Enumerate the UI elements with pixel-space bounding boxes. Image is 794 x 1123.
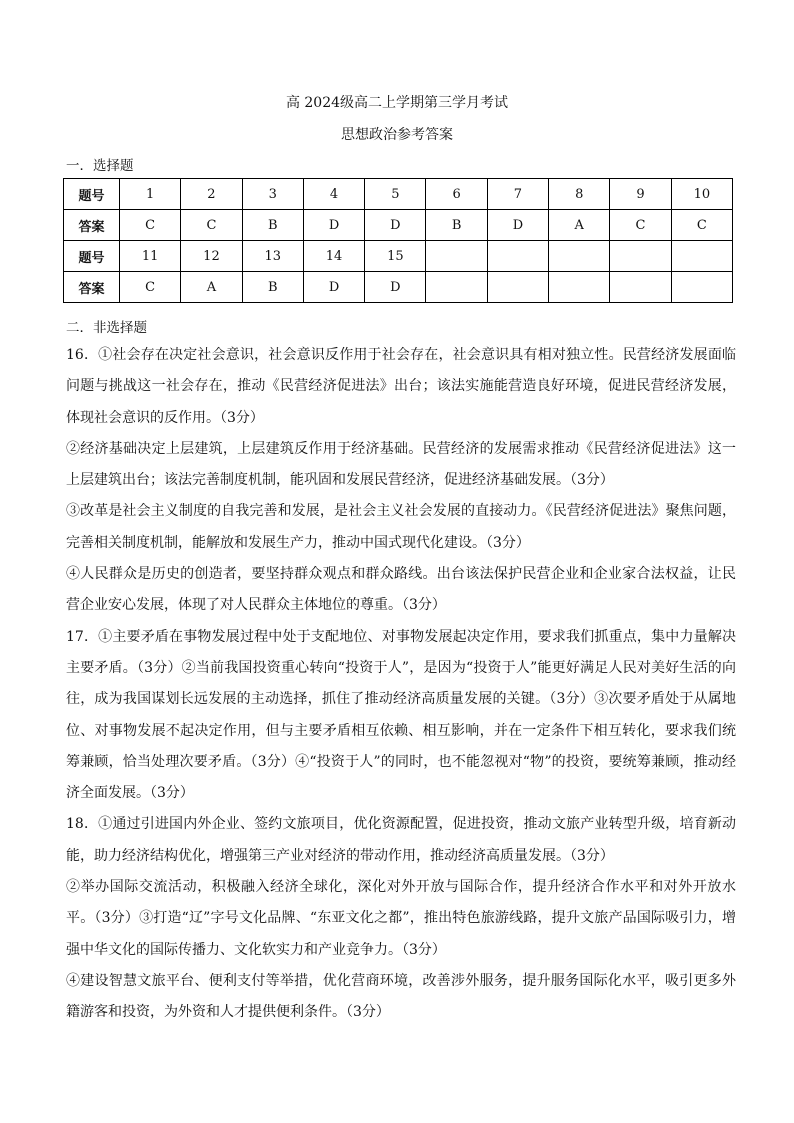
- question-number-cell: 7: [487, 179, 548, 210]
- question-number-cell: 2: [181, 179, 242, 210]
- answer-cell: B: [242, 272, 303, 303]
- question-number-cell: 15: [365, 241, 426, 272]
- answer-header-cell: 答案: [64, 210, 120, 241]
- answer-paragraph: 18．①通过引进国内外企业、签约文旅项目，优化资源配置，促进投资，推动文旅产业转型升级，培育新动能，助力经济结构优化，增强第三产业对经济的带动作用，推动经济高质量发展。（3分）: [66, 816, 736, 864]
- answer-body: [66, 340, 736, 1029]
- answer-cell: B: [426, 210, 487, 241]
- question-header-cell: 题号: [64, 241, 120, 272]
- answer-cell: D: [365, 210, 426, 241]
- question-number-cell: [671, 241, 732, 272]
- answer-cell: [671, 272, 732, 303]
- answer-paragraph: ③改革是社会主义制度的自我完善和发展，是社会主义社会发展的直接动力。《民营经济促进法》聚焦问题，完善相关制度机制，能解放和发展生产力，推动中国式现代化建设。（3分）: [66, 503, 736, 551]
- question-number-cell: 9: [610, 179, 671, 210]
- answer-row: [64, 210, 733, 241]
- question-number-cell: [610, 241, 671, 272]
- question-number-row: [64, 241, 733, 272]
- question-number-cell: 5: [365, 179, 426, 210]
- question-header-cell: 题号: [64, 179, 120, 210]
- answer-cell: D: [303, 210, 364, 241]
- question-number-cell: [426, 241, 487, 272]
- answer-cell: [426, 272, 487, 303]
- answer-paragraph: 17．①主要矛盾在事物发展过程中处于支配地位、对事物发展起决定作用，要求我们抓重点，集中力量解决主要矛盾。（3分）②当前我国投资重心转向“投资于人”，是因为“投资于人”能更好满足人民对美好生活的向往，成为我国谋划长远发展的主动选择，抓住了推动经济高质量发展的关键。（3分）③次要矛盾处于从属地位、对事物发展不起决定作用，但与主要矛盾相互依赖、相互影响，并在一定条件下相互转化，要求我们统筹兼顾，恰当处理次要矛盾。（3分）④“投资于人”的同时，也不能忽视对“物”的投资，要统筹兼顾，推动经济全面发展。（3分）: [66, 628, 736, 802]
- question-number-cell: 12: [181, 241, 242, 272]
- question-number-cell: [549, 241, 610, 272]
- answer-row: [64, 272, 733, 303]
- answer-cell: C: [610, 210, 671, 241]
- exam-subtitle: 思想政治参考答案: [341, 127, 453, 143]
- answer-cell: C: [120, 210, 181, 241]
- answer-paragraph: ④人民群众是历史的创造者，要坚持群众观点和群众路线。出台该法保护民营企业和企业家合法权益，让民营企业安心发展，体现了对人民群众主体地位的尊重。（3分）: [66, 566, 736, 614]
- answer-cell: B: [242, 210, 303, 241]
- question-number-cell: 1: [120, 179, 181, 210]
- answer-cell: [549, 272, 610, 303]
- answer-paragraph: 16．①社会存在决定社会意识，社会意识反作用于社会存在，社会意识具有相对独立性。民营经济发展面临问题与挑战这一社会存在，推动《民营经济促进法》出台；该法实施能营造良好环境，促进民营经济发展，体现社会意识的反作用。（3分）: [66, 347, 736, 426]
- answer-cell: D: [303, 272, 364, 303]
- answer-header-cell: 答案: [64, 272, 120, 303]
- answer-cell: A: [181, 272, 242, 303]
- answer-table: [63, 178, 733, 303]
- question-number-cell: [487, 241, 548, 272]
- answer-paragraph: ④建设智慧文旅平台、便利支付等举措，优化营商环境，改善涉外服务，提升服务国际化水平，吸引更多外籍游客和投资，为外资和人才提供便利条件。（3分）: [66, 972, 736, 1021]
- answer-cell: C: [671, 210, 732, 241]
- answer-cell: D: [487, 210, 548, 241]
- answer-cell: [610, 272, 671, 303]
- question-number-cell: 13: [242, 241, 303, 272]
- answer-paragraph: ②举办国际交流活动，积极融入经济全球化，深化对外开放与国际合作，提升经济合作水平和对外开放水平。（3分）③打造“辽”字号文化品牌、“东亚文化之都”，推出特色旅游线路，提升文旅产品国际吸引力，增强中华文化的国际传播力、文化软实力和产业竞争力。（3分）: [66, 879, 736, 958]
- answer-cell: C: [120, 272, 181, 303]
- question-number-cell: 8: [549, 179, 610, 210]
- question-number-row: [64, 179, 733, 210]
- answer-cell: [487, 272, 548, 303]
- question-number-cell: 4: [303, 179, 364, 210]
- answer-cell: A: [549, 210, 610, 241]
- question-number-cell: 6: [426, 179, 487, 210]
- section-heading-choice: 一．选择题: [66, 158, 134, 174]
- question-number-cell: 14: [303, 241, 364, 272]
- exam-title: 高 2024级高二上学期第三学月考试: [285, 95, 509, 111]
- question-number-cell: 3: [242, 179, 303, 210]
- answer-cell: D: [365, 272, 426, 303]
- answer-paragraph: ②经济基础决定上层建筑，上层建筑反作用于经济基础。民营经济的发展需求推动《民营经济促进法》这一上层建筑出台；该法完善制度机制，能巩固和发展民营经济，促进经济基础发展。（3分）: [66, 440, 736, 489]
- question-number-cell: 11: [120, 241, 181, 272]
- answer-cell: C: [181, 210, 242, 241]
- section-heading-nonchoice: 二．非选择题: [66, 320, 147, 336]
- question-number-cell: 10: [671, 179, 732, 210]
